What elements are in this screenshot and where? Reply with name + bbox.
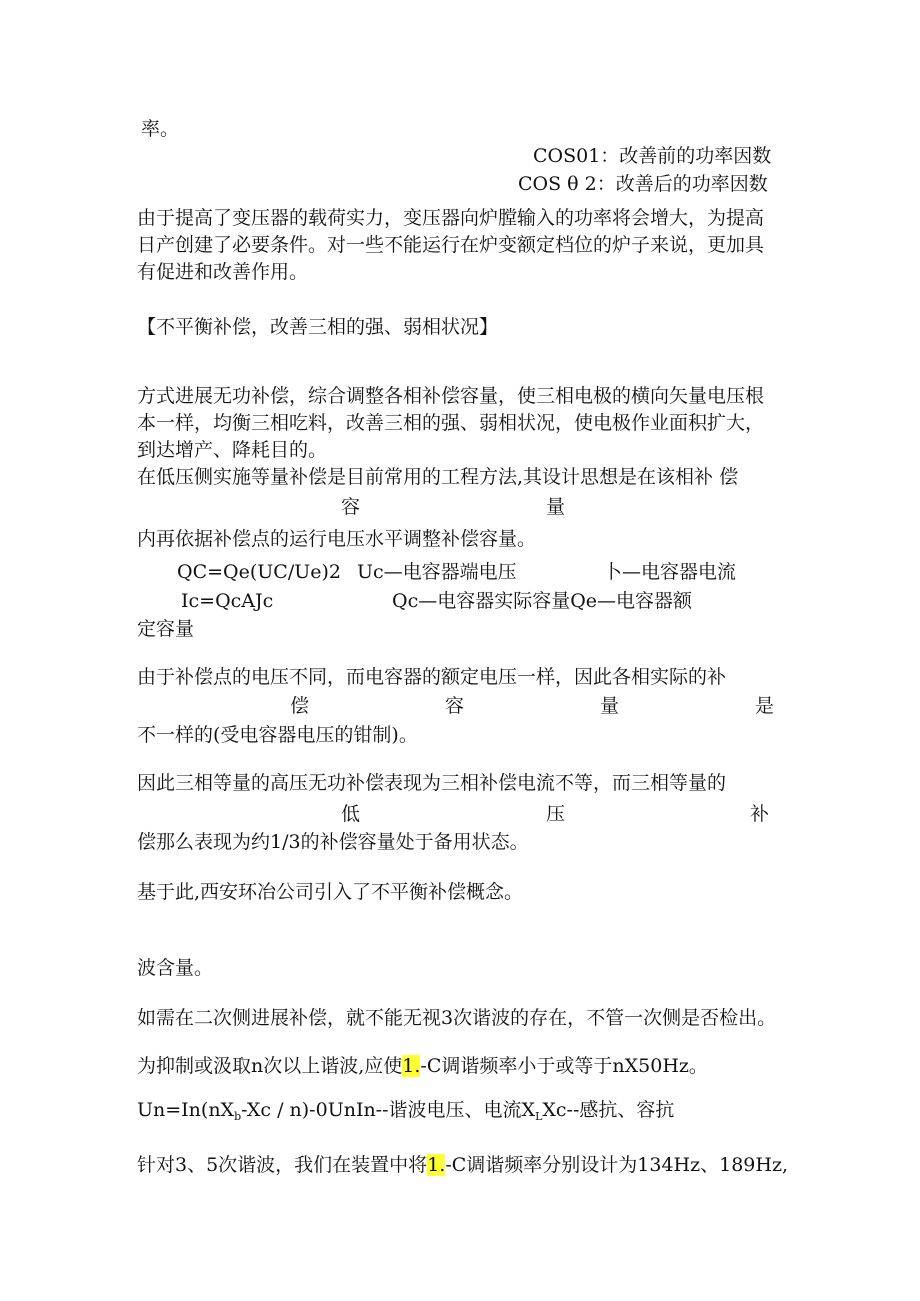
formula-ic: Ic=QcAJc [181,590,274,612]
text-segment: 为抑制或汲取n次以上谐波,应使 [137,1055,403,1077]
spread-char: 压 [546,803,566,825]
cos-after-label: COS θ 2：改善后的功率因数 [518,173,768,195]
paragraph-line: 日产创建了必要条件。对一些不能运行在炉变额定档位的炉子来说，更加具 [137,234,765,256]
formula-line [137,1098,674,1125]
paragraph-line: 由于补偿点的电压不同，而电容器的额定电压一样，因此各相实际的补 [137,666,727,688]
section-heading: 【不平衡补偿，改善三相的强、弱相状况】 [137,316,499,338]
text-line: 率。 [141,118,180,140]
paragraph-line: 在低压侧实施等量补偿是目前常用的工程方法,其设计思想是在该相补 偿 [137,466,739,488]
paragraph-line: 如需在二次侧进展补偿，就不能无视3次谐波的存在，不管一次侧是否检出。 [137,1007,777,1029]
spread-char: 低 [341,803,361,825]
paragraph-line: 到达增产、降耗目的。 [137,439,328,461]
paragraph-line: 由于提高了变压器的载荷实力，变压器向炉膛输入的功率将会增大，为提高 [137,207,765,229]
highlighted-text: 1. [402,1055,421,1077]
spread-char: 是 [755,695,775,717]
paragraph-line: 本一样，均衡三相吃料，改善三相的强、弱相状况，使电极作业面积扩大， [137,412,765,434]
paragraph-line: 定容量 [137,618,195,640]
paragraph-line [137,1153,788,1177]
text-segment: -C调谐频率分别设计为134Hz、189Hz, [445,1154,789,1176]
paragraph-line: 内再依据补偿点的运行电压水平调整补偿容量。 [137,528,537,550]
text-segment: Xc--感抗、容抗 [542,1099,675,1121]
highlighted-text: 1. [427,1154,446,1176]
spread-char: 容 [341,496,361,518]
text-segment: Un=In(nX [137,1099,235,1121]
subscript: L [535,1110,543,1123]
paragraph-line: 有促进和改善作用。 [137,261,309,283]
spread-char: 偿 [290,695,310,717]
paragraph-line: 偿那么表现为约1/3的补偿容量处于备用状态。 [137,831,529,853]
paragraph-line: 不一样的(受电容器电压的钳制)。 [137,724,418,746]
text-segment: -Xc / n)-0UnIn--谐波电压、电流X [241,1099,536,1121]
text-segment: 针对3、5次谐波，我们在装置中将 [137,1154,428,1176]
paragraph-line: 因此三相等量的高压无功补偿表现为三相补偿电流不等，而三相等量的 [137,772,727,794]
spread-char: 容 [445,695,465,717]
formula-qc-label: Qc—电容器实际容量Qe—电容器额 [392,590,693,612]
paragraph-line [137,1054,708,1078]
paragraph-line: 波含量。 [137,957,214,979]
formula-uc-label: Uc—电容器端电压 [357,561,517,583]
formula-ic-label: 卜—电容器电流 [603,561,737,583]
spread-char: 补 [750,803,770,825]
cos-before-label: COS01：改善前的功率因数 [533,145,772,167]
subscript: b [234,1110,242,1123]
paragraph-line: 基于此,西安环冶公司引入了不平衡补偿概念。 [137,881,524,903]
paragraph-line: 方式进展无功补偿，综合调整各相补偿容量，使三相电极的横向矢量电压根 [137,385,765,407]
spread-char: 量 [600,695,620,717]
spread-char: 量 [546,496,566,518]
text-segment: -C调谐频率小于或等于nX50Hz。 [420,1055,708,1077]
formula-qc: QC=Qe(UC/Ue)2 [177,561,341,583]
